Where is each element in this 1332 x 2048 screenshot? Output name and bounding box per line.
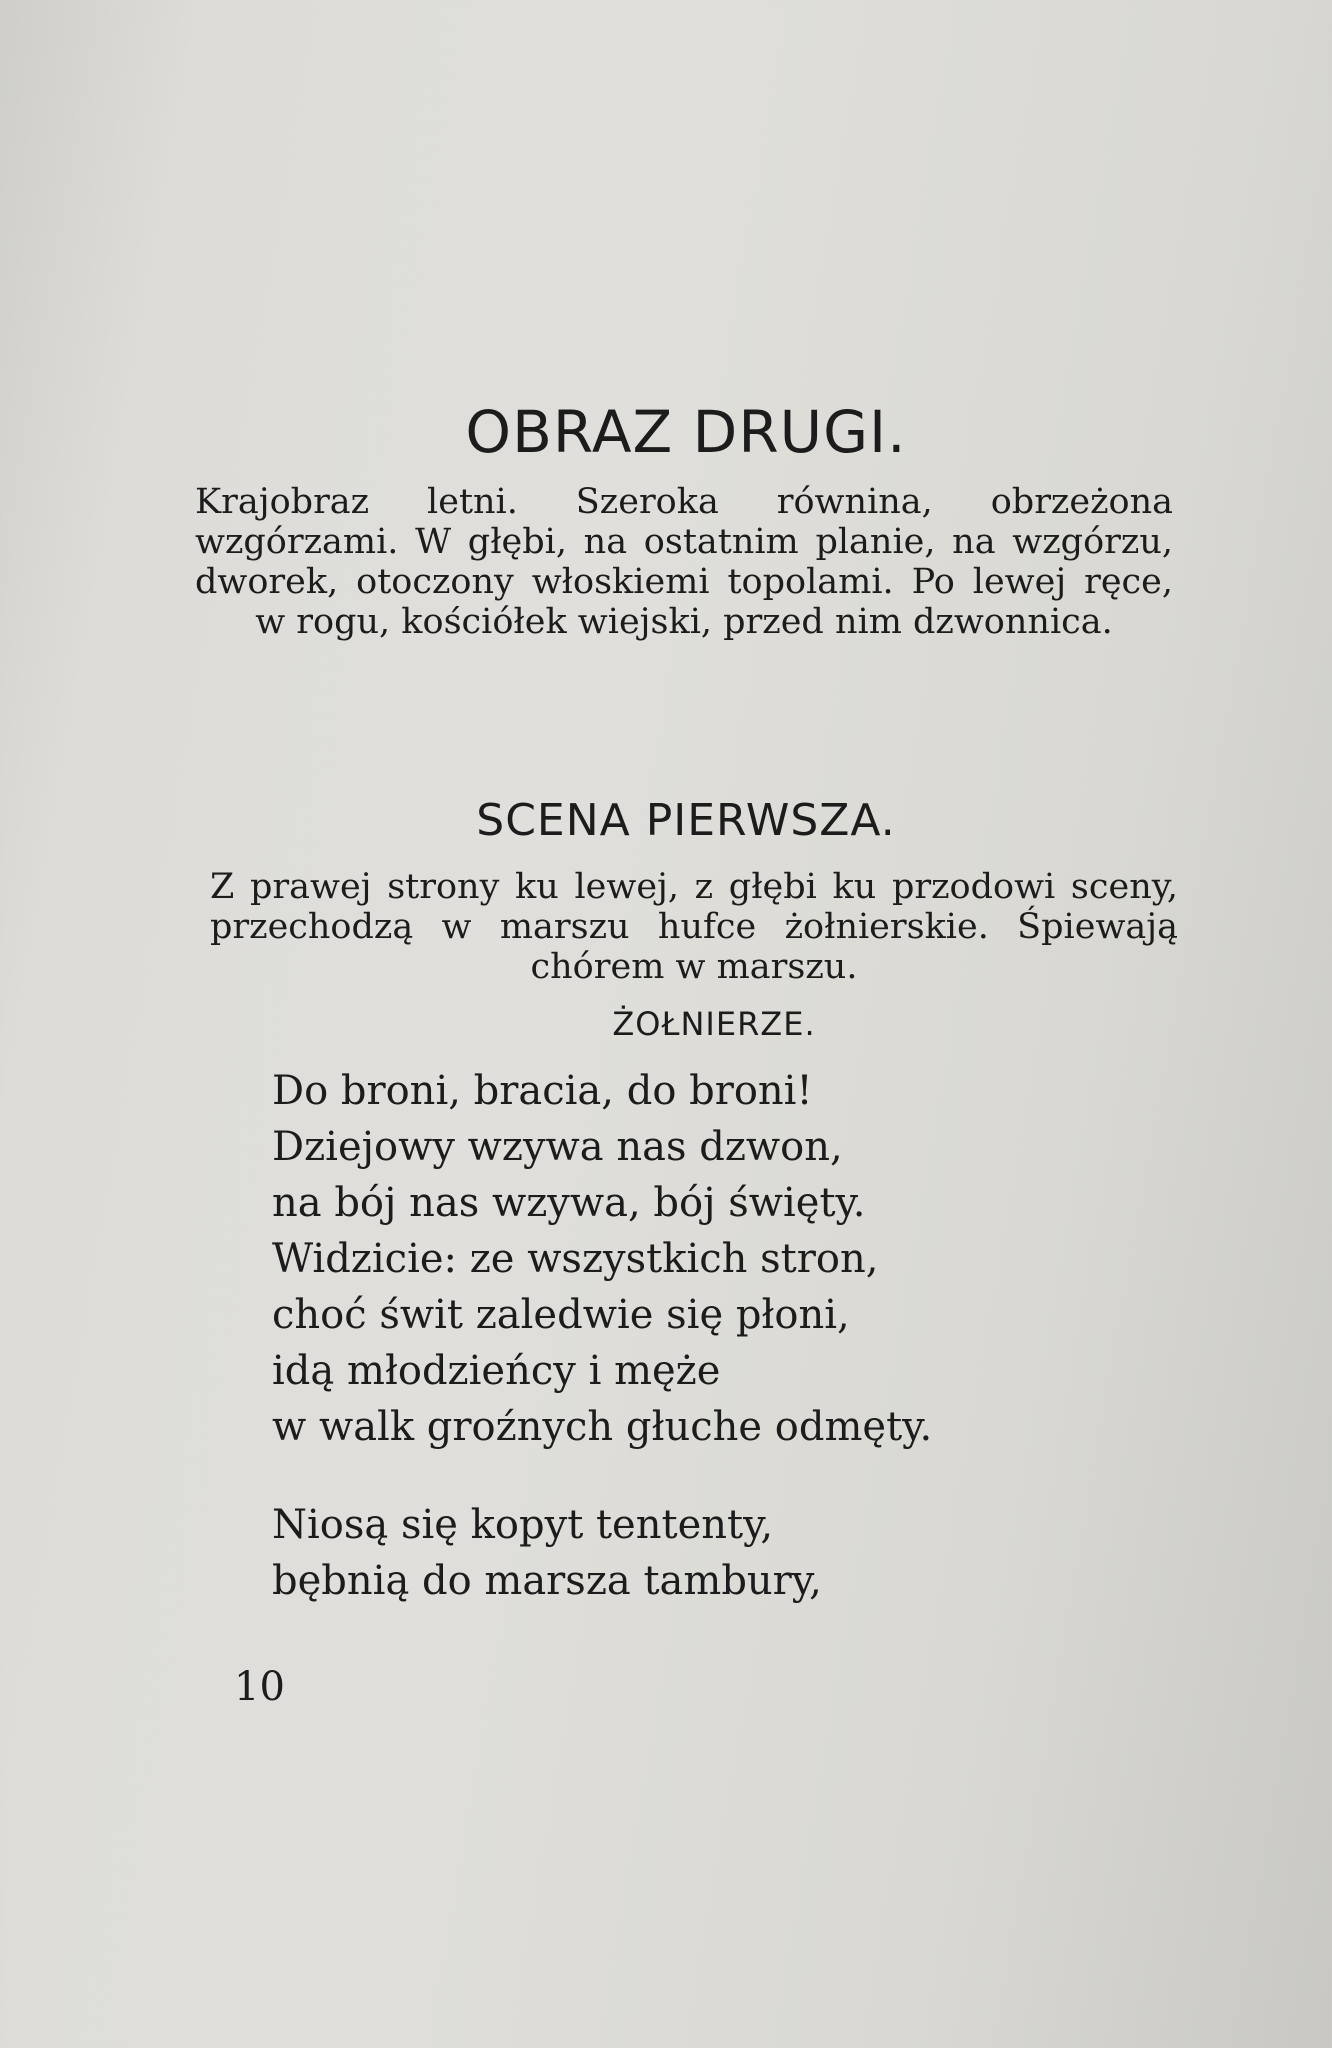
verse-line: w walk groźnych głuche odmęty. [272,1404,933,1450]
page-number: 10 [234,1664,285,1710]
verse-line: na bój nas wzywa, bój święty. [272,1180,866,1226]
verse-line: Niosą się kopyt tententy, [272,1502,774,1548]
act-title: OBRAZ DRUGI. [465,398,907,466]
verse-line: bębnią do marsza tambury, [272,1558,822,1604]
scene-heading: SCENA PIERWSZA. [476,795,896,846]
stage-direction-setting: Krajobraz letni. Szeroka równina, obrzeżona wzgórzami. W głębi, na ostatnim planie, na wzgórzu, dworek, otoczony włoskiemi topolami. Po lewej ręce, w rogu, kościółek wiejski, przed nim dzwonnica. [195,482,1173,642]
verse-line: Do broni, bracia, do broni! [272,1068,813,1114]
verse-line: idą młodzieńcy i męże [272,1348,721,1394]
verse-stanza-1 [272,1063,932,1455]
verse-line: Widzicie: ze wszystkich stron, [272,1236,879,1282]
verse-stanza-2 [272,1497,822,1609]
stage-direction-scene: Z prawej strony ku lewej, z głębi ku przodowi sceny, przechodzą w marszu hufce żołnierskie. Śpiewają chórem w marszu. [210,867,1178,987]
verse-line: choć świt zaledwie się płoni, [272,1292,850,1338]
speaker-name: ŻOŁNIERZE. [612,1005,816,1043]
verse-line: Dziejowy wzywa nas dzwon, [272,1124,843,1170]
